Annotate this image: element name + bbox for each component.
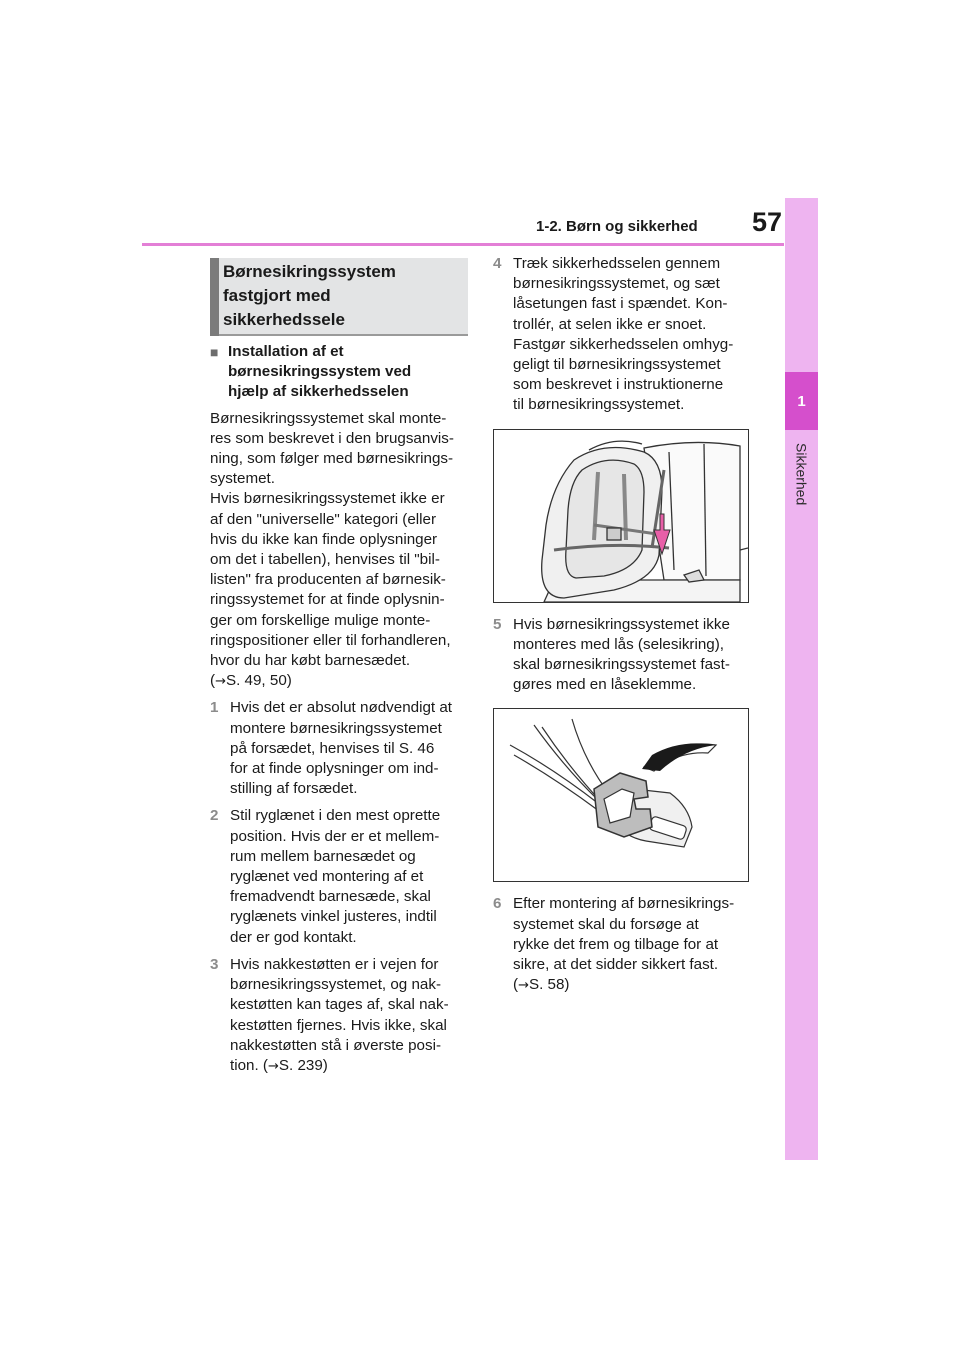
section-title-box — [210, 258, 468, 336]
step-text: Hvis det er absolut nødvendigt at montere børnesikringssystemet på forsædet, henvises til S. 46 for at finde oplysninger om ind- stilling af forsædet. — [230, 699, 453, 798]
ref-arrow-icon: → — [215, 674, 226, 690]
step-number: 5 — [493, 615, 502, 633]
step-number: 2 — [210, 807, 219, 825]
child-seat-illustration — [493, 429, 749, 603]
ref-arrow-icon: → — [267, 1058, 279, 1074]
step-1 — [210, 698, 468, 799]
step-page-ref[interactable]: S. 58) — [528, 976, 570, 994]
intro-ref-open: ( — [210, 672, 216, 690]
step-text: Stil ryglænet i den mest oprette position. Hvis der er et mellem- rum mellem barnesædet og ryglænet ved montering af et fremadvendt barnesæde, skal ryglænets vinkel justeres, indtil der er god kontakt. — [230, 807, 441, 946]
step-text: Hvis nakkestøtten er i vejen for børnesikringssystemet, og nak- kestøtten kan tages af, skal nak- kestøtten fjernes. Hvis ikke, skal nakkestøtten stå i øverste posi- tion. ( — [230, 955, 449, 1074]
step-number: 3 — [210, 955, 219, 973]
right-column — [493, 254, 753, 1003]
chapter-number-tab[interactable] — [785, 372, 818, 430]
chapter-label — [785, 438, 818, 510]
section-title: Børnesikringssystem fastgjort med sikkerhedssele — [223, 262, 396, 329]
step-number: 1 — [210, 699, 219, 717]
step-text: Træk sikkerhedsselen gennem børnesikringssystemet, og sæt låsetungen fast i spændet. Kon- trollér, at selen ikke er snoet. Fastgør sikkerhedsselen omhyg- geligt til børnesikringssystemet som beskrevet i instruktionerne til børnesikringssystemet. — [513, 255, 734, 414]
title-accent-bar — [210, 258, 219, 336]
step-text-wrap — [230, 955, 449, 1077]
square-bullet-icon: ■ — [210, 344, 219, 360]
subheading — [210, 342, 468, 403]
ref-arrow-icon: → — [518, 978, 529, 994]
step-2 — [210, 806, 468, 947]
side-tab — [785, 198, 818, 1160]
locking-clip-illustration — [493, 708, 749, 882]
section-header: 1-2. Børn og sikkerhed — [536, 218, 698, 235]
intro-paragraph — [210, 409, 468, 693]
step-5 — [493, 615, 753, 696]
step-4 — [493, 254, 753, 416]
subheading-text: Installation af et børnesikringssystem ved hjælp af sikkerhedsselen — [228, 343, 412, 401]
step-text-wrap — [513, 894, 734, 996]
intro-text: Børnesikringssystemet skal monte- res som beskrevet i den brugsanvis- ning, som følger med børnesikrings- systemet. Hvis børnesikringssystemet ikke er af den "universelle" kategori (eller hvis du ikke kan finde oplysninger om det i tabellen), henvises til "bil- listen" fra producenten af børnesik- ringssystemet for at finde oplysnin- ger om forskellige mulige monte- ringspositioner eller til forhandleren, hvor du har købt barnesædet. — [210, 409, 454, 670]
step-3 — [210, 955, 468, 1077]
locking-clip-drawing — [494, 709, 748, 881]
step-text: Hvis børnesikringssystemet ikke monteres med lås (selesikring), skal børnesikringssystemet fast- gøres med en låseklemme. — [513, 615, 730, 694]
step-page-ref[interactable]: S. 239) — [278, 1056, 328, 1074]
page-number: 57 — [751, 207, 782, 237]
chapter-number: 1 — [797, 392, 806, 410]
header-divider — [142, 243, 784, 246]
left-column — [210, 342, 468, 1084]
step-text: Efter montering af børnesikrings- systemet skal du forsøge at rykke det frem og tilbage for at sikre, at det sidder sikkert fast. ( — [513, 895, 735, 994]
step-number: 6 — [493, 895, 502, 913]
step-6 — [493, 894, 753, 996]
chapter-label-text: Sikkerhed — [793, 442, 810, 506]
child-seat-drawing — [494, 430, 748, 602]
step-number: 4 — [493, 255, 502, 272]
intro-page-ref[interactable]: S. 49, 50) — [225, 672, 292, 690]
